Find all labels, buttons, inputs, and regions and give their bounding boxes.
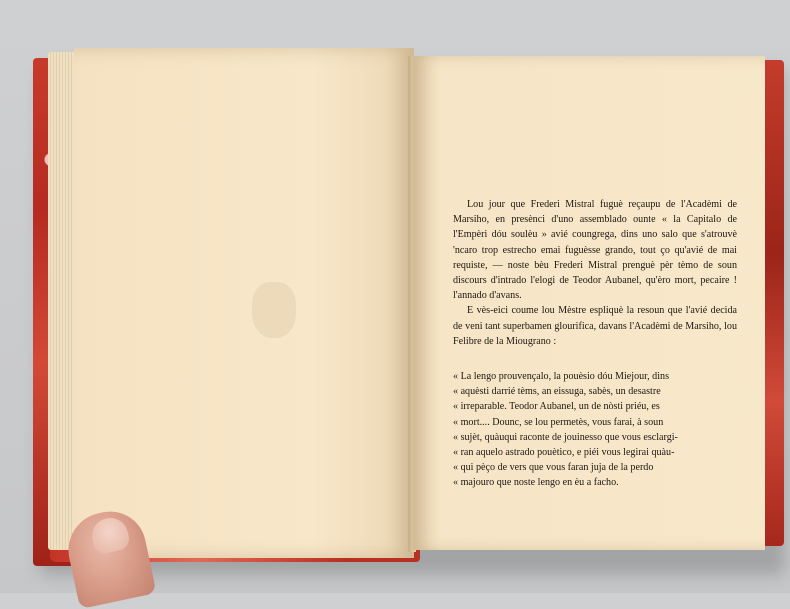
quote-line: « aquèsti darrié tèms, an eissuga, sabès, un desastre <box>453 386 661 398</box>
left-page <box>74 48 414 558</box>
show-through-emblem <box>252 282 296 338</box>
right-page-text <box>453 197 737 491</box>
quote-line: « qui pèço de vers que vous faran juja de la perdo <box>453 462 654 474</box>
quote-line: « ran aquelo astrado pouètico, e piéi vous legirai quàu- <box>453 447 675 459</box>
quote-line: « irreparable. Teodor Aubanel, un de nòsti priéu, es <box>453 401 660 413</box>
spacer <box>453 349 737 369</box>
paragraph: Lou jour que Frederi Mistral fuguè reçaupu de l'Acadèmi de Marsiho, en presènci d'uno assemblado ounte « la Capitalo de l'Empèri dóu soulèu » avié coungrega, dins uno salo que s'atrouvè 'ncaro trop estrecho emai fuguèsse grando, tout ço qu'avié de mai requiste, — noste bèu Frederi Mistral prenguè pèr tèmo de soun discours d'intrado l'elogi de Teodor Aubanel, qu'èro mort, pecaire ! l'annado d'avans. <box>453 199 737 302</box>
quote-line: « majouro que noste lengo en èu a facho. <box>453 477 619 489</box>
quote-line: « sujèt, quàuqui raconte de jouinesso que vous esclargi- <box>453 431 678 443</box>
quote-line: « mort.... Dounc, se lou permetès, vous farai, à soun <box>453 416 664 428</box>
quote-line: « La lengo prouvençalo, la pouèsio dóu Miejour, dins <box>453 371 670 383</box>
paragraph: E vès-eici coume lou Mèstre espliquè la resoun que l'avié decida de veni tant superbamen glourifica, davans l'Acadèmi de Marsiho, lou Felibre de la Miougrano : <box>453 305 737 347</box>
